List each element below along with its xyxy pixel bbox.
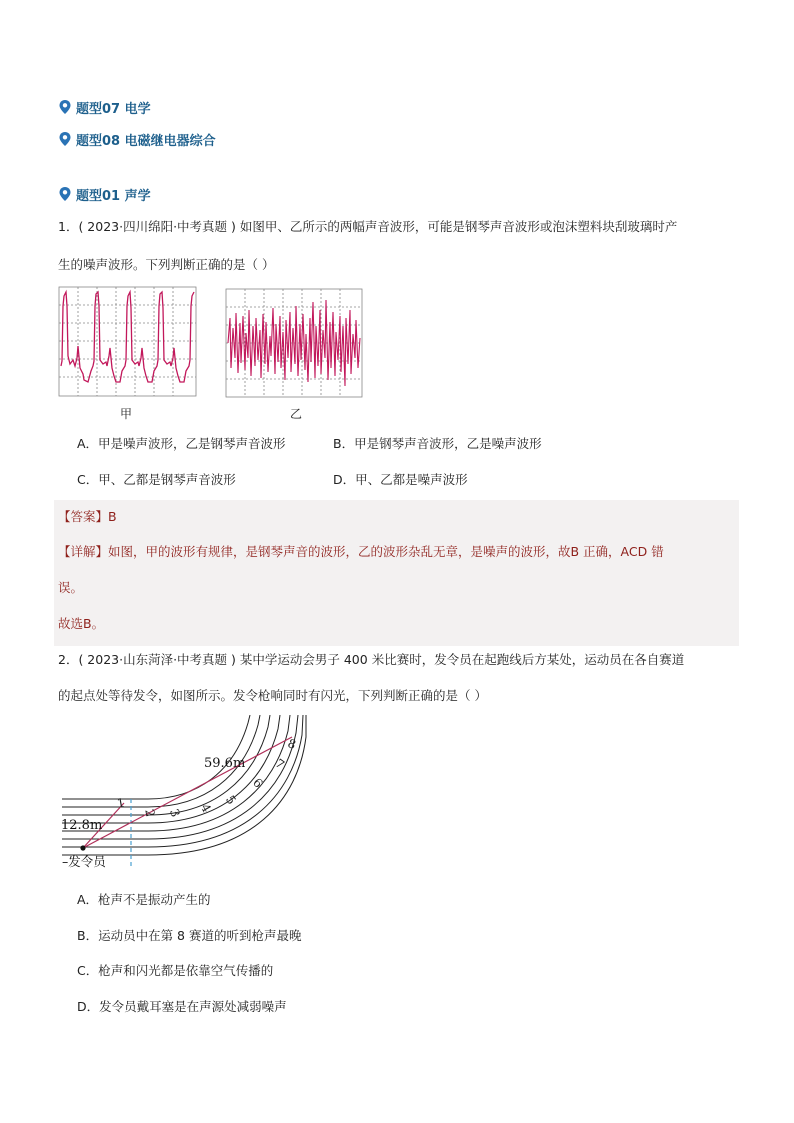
q2-stem-line2: 的起点处等待发令，如图所示。发令枪响同时有闪光，下列判断正确的是（ ）	[58, 688, 487, 703]
q1-option-a: A．甲是噪声波形，乙是钢琴声音波形	[77, 436, 286, 451]
distance-long-label: 59.6m	[204, 756, 246, 771]
answer-box	[54, 500, 739, 646]
heading-text: 题型08 电磁继电器综合	[76, 133, 216, 149]
starter-label: –发令员	[62, 854, 106, 869]
lane-number-7: 7	[272, 756, 287, 772]
q2-option-c: C．枪声和闪光都是依靠空气传播的	[77, 963, 274, 978]
distance-short-label: 12.8m	[61, 818, 103, 833]
q1-stem-line1: 1．( 2023·四川绵阳·中考真题 ) 如图甲、乙所示的两幅声音波形，可能是钢琴声音波形或泡沫塑料块刮玻璃时产	[58, 219, 678, 234]
figure-caption-jia: 甲	[120, 407, 133, 421]
location-pin-icon	[58, 99, 72, 115]
lane-number-1: 1	[115, 795, 126, 811]
lane-number-2: 2	[142, 808, 158, 818]
q2-option-b: B．运动员中在第 8 赛道的听到枪声最晚	[77, 928, 302, 943]
answer-explanation-line2: 误。	[58, 580, 84, 595]
starter-label-text: 发令员	[68, 854, 106, 869]
answer-label: 【答案】B	[58, 509, 117, 524]
heading-text: 题型07 电学	[76, 101, 151, 117]
answer-explanation-line1: 【详解】如图，甲的波形有规律，是钢琴声音的波形，乙的波形杂乱无章，是噪声的波形，故B 正确，ACD 错	[58, 544, 664, 559]
figure-caption-yi: 乙	[290, 407, 303, 421]
q1-option-c: C．甲、乙都是钢琴声音波形	[77, 472, 236, 487]
line-to-lane8	[83, 737, 292, 848]
lane-number-8: 8	[285, 736, 298, 752]
location-pin-icon	[58, 131, 72, 147]
starter-dot	[80, 845, 85, 850]
q2-option-a: A．枪声不是振动产生的	[77, 892, 211, 907]
lane-number-4: 4	[197, 801, 214, 815]
waveform-jia-figure	[58, 286, 198, 398]
section-heading-08	[58, 129, 216, 149]
q2-stem-line1: 2．( 2023·山东菏泽·中考真题 ) 某中学运动会男子 400 米比赛时，发令员在起跑线后方某处，运动员在各自赛道	[58, 652, 685, 667]
q1-option-b: B．甲是钢琴声音波形，乙是噪声波形	[333, 436, 542, 451]
location-pin-icon	[58, 186, 72, 202]
wave-jia-line	[61, 292, 194, 382]
section-heading-01	[58, 184, 151, 204]
lane-number-6: 6	[250, 775, 266, 791]
lane-number-3: 3	[166, 807, 183, 819]
q1-stem-line2: 生的噪声波形。下列判断正确的是（ ）	[58, 257, 275, 272]
waveform-yi-figure	[225, 288, 363, 398]
running-track-figure	[58, 715, 308, 870]
lane-number-5: 5	[222, 792, 239, 808]
q2-option-d: D．发令员戴耳塞是在声源处减弱噪声	[77, 999, 287, 1014]
q1-option-d: D．甲、乙都是噪声波形	[333, 472, 468, 487]
heading-text: 题型01 声学	[76, 188, 151, 204]
track-lanes	[62, 715, 306, 855]
answer-conclusion: 故选B。	[58, 616, 105, 631]
section-heading-07	[58, 97, 151, 117]
